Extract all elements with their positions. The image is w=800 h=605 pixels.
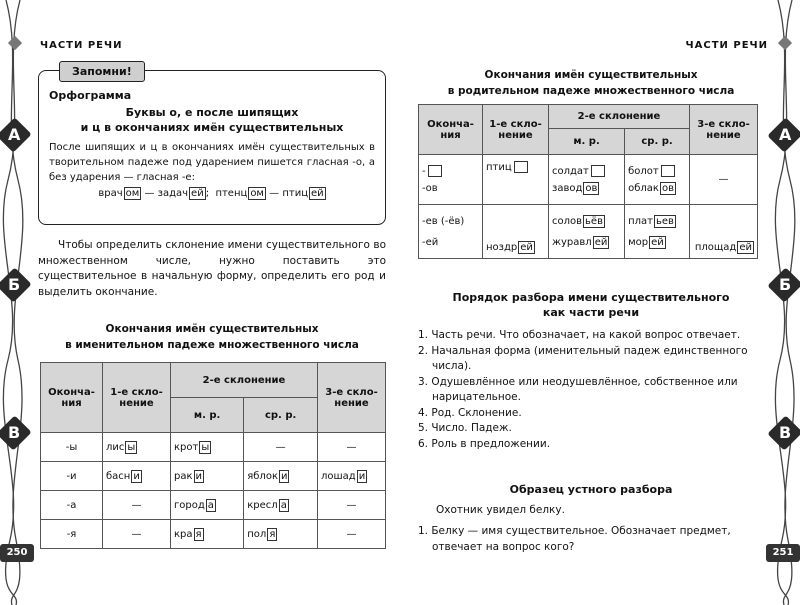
sample-title: Образец устного разбора [509, 483, 673, 496]
cell-d1: басн и [103, 462, 171, 491]
cell-decl-1: птиц [483, 155, 549, 205]
table-row [41, 520, 386, 549]
cell-m: город а [171, 491, 244, 520]
sample-steps [418, 524, 764, 555]
tab-letter-a[interactable]: А [767, 117, 800, 152]
page-number-left: 250 [0, 544, 34, 562]
blank-ending [591, 165, 605, 177]
example-separator: — [265, 188, 283, 199]
blank-ending [514, 161, 528, 173]
example-stem: врач [98, 188, 123, 199]
right-spine [770, 0, 800, 605]
cell-n: кресл а [244, 491, 318, 520]
order-title-line-2: как части речи [542, 306, 640, 319]
rule-body: После шипящих и ц в окончаниях имён существительных в творительном падеже под ударением пишется гласная -о, а без ударения — гласная -е: [49, 142, 375, 183]
cell-m: рак и [171, 462, 244, 491]
step-item: 3. Одушевлённое или неодушевлённое, собственное или нарицательное. [418, 375, 738, 403]
cell-ending: -я [41, 520, 103, 549]
cell-ending: -ев (-ёв) -ей [419, 205, 483, 259]
genitive-plural-table [418, 104, 758, 259]
cell-ending: -а [41, 491, 103, 520]
cell-masculine: солов ьёв журавл ей [549, 205, 625, 259]
cell-d3: — [318, 520, 386, 549]
step-item: 2. Начальная форма (именительный падеж единственного числа). [418, 344, 748, 372]
header-decl-1: 1-е скло-нение [103, 363, 171, 433]
order-title-line-1: Порядок разбора имени существительного [452, 291, 730, 304]
header-neuter: ср. р. [625, 129, 690, 155]
rule-title: Орфограмма [49, 89, 132, 102]
example-ending: ей [191, 188, 204, 199]
header-endings: Оконча-ния [41, 363, 103, 433]
header-endings: Оконча-ния [419, 105, 483, 155]
tab-letter-b[interactable]: Б [0, 267, 32, 302]
example-stem: задач [157, 188, 189, 199]
table-row [41, 491, 386, 520]
cell-ending: - -ов [419, 155, 483, 205]
cell-d1: — [103, 491, 171, 520]
remember-box [38, 65, 386, 225]
cell-ending: -ы [41, 433, 103, 462]
example-ending: ом [250, 188, 264, 199]
cell-decl-1: ноздр ей [483, 205, 549, 259]
header-masculine: м. р. [549, 129, 625, 155]
header-decl-2: 2-е склонение [549, 105, 690, 129]
intro-paragraph: Чтобы определить склонение имени существительного во множественном числе, нужно поставить это существительное в начальную форму, определить его род и выделить окончание. [38, 239, 386, 298]
example-stem: птиц [282, 188, 309, 199]
cell-d3: — [318, 491, 386, 520]
header-masculine: м. р. [171, 398, 244, 433]
example-stem: птенц [215, 188, 248, 199]
spine-decoration [770, 0, 800, 605]
step-item: 6. Роль в предложении. [418, 437, 551, 450]
cell-d1: лис ы [103, 433, 171, 462]
sample-step: 1. Белку — имя существительное. Обозначает предмет, отвечает на вопрос кого? [418, 525, 731, 553]
step-item: 4. Род. Склонение. [418, 406, 522, 419]
table-row [419, 155, 758, 205]
table-row [41, 433, 386, 462]
example-separator: — [141, 188, 158, 199]
rule-examples [49, 188, 375, 199]
running-head: ЧАСТИ РЕЧИ [40, 40, 123, 51]
step-item: 5. Число. Падеж. [418, 422, 512, 434]
cell-neuter: плат ьев мор ей [625, 205, 690, 259]
cell-decl-3: площад ей [690, 205, 758, 259]
rule-subtitle-2: и ц в окончаниях имён существительных [80, 121, 344, 134]
nominative-plural-table [40, 362, 386, 549]
example-ending: ей [311, 188, 324, 199]
header-neuter: ср. р. [244, 398, 318, 433]
cell-m: крот ы [171, 433, 244, 462]
cell-n: пол я [244, 520, 318, 549]
analysis-steps [418, 328, 764, 452]
header-decl-2: 2-е склонение [171, 363, 318, 398]
tab-letter-v[interactable]: В [0, 415, 32, 450]
cell-d3: лошад и [318, 462, 386, 491]
header-decl-1: 1-е скло-нение [483, 105, 549, 155]
sample-sentence: Охотник увидел белку. [436, 504, 565, 516]
header-decl-3: 3-е скло-нение [318, 363, 386, 433]
cell-decl-3: — [690, 155, 758, 205]
table-title-line-2: в именительном падеже множественного числа [65, 339, 359, 351]
left-page [34, 0, 390, 605]
cell-n: — [244, 433, 318, 462]
header-decl-3: 3-е скло-нение [690, 105, 758, 155]
cell-d1: — [103, 520, 171, 549]
tab-letter-a[interactable]: А [0, 117, 32, 152]
table-title-line-2: в родительном падеже множественного числа [447, 85, 735, 97]
cell-n: яблок и [244, 462, 318, 491]
tab-letter-v[interactable]: В [767, 415, 800, 450]
example-separator: ; [205, 188, 216, 199]
cell-masculine: солдат завод ов [549, 155, 625, 205]
table-title-line-1: Окончания имён существительных [105, 323, 319, 335]
cell-m: кра я [171, 520, 244, 549]
right-page [414, 0, 768, 605]
page-number-right: 251 [766, 544, 800, 562]
table-row [419, 205, 758, 259]
tab-letter-b[interactable]: Б [767, 267, 800, 302]
cell-d3: — [318, 433, 386, 462]
step-item: 1. Часть речи. Что обозначает, на какой вопрос отвечает. [418, 329, 741, 341]
table-title-line-1: Окончания имён существительных [484, 69, 698, 81]
left-spine [0, 0, 30, 605]
blank-ending [661, 165, 675, 177]
cell-neuter: болот облак ов [625, 155, 690, 205]
rule-subtitle-1: Буквы о, е после шипящих [125, 106, 299, 119]
table-row [41, 462, 386, 491]
running-head: ЧАСТИ РЕЧИ [685, 40, 768, 51]
example-ending: ом [125, 188, 140, 199]
cell-ending: -и [41, 462, 103, 491]
remember-label: Запомни! [59, 61, 145, 82]
spine-decoration [0, 0, 30, 605]
blank-ending [428, 165, 442, 177]
